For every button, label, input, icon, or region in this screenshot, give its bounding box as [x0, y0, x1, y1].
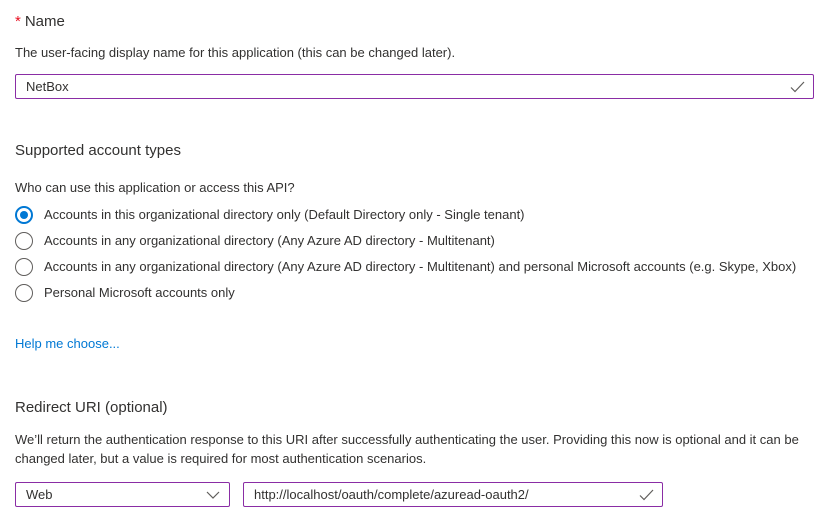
- radio-button-icon[interactable]: [15, 284, 33, 302]
- radio-button-icon[interactable]: [15, 258, 33, 276]
- name-description: The user-facing display name for this application (this can be changed later).: [15, 45, 456, 60]
- radio-personal-only[interactable]: [15, 284, 814, 302]
- help-me-choose-link[interactable]: Help me choose...: [15, 336, 120, 351]
- redirect-uri-input[interactable]: [243, 482, 663, 507]
- uri-input-wrap: [243, 482, 663, 507]
- name-input[interactable]: [15, 74, 814, 99]
- radio-label: Accounts in any organizational directory (Any Azure AD directory - Multitenant): [44, 233, 495, 248]
- chevron-down-icon: [206, 491, 220, 499]
- account-types-radio-group: [15, 206, 814, 302]
- name-section-title: [15, 12, 814, 32]
- radio-single-tenant[interactable]: [15, 206, 814, 224]
- radio-button-icon[interactable]: [15, 232, 33, 250]
- required-asterisk: *: [15, 13, 21, 30]
- radio-multitenant-personal[interactable]: [15, 258, 814, 276]
- redirect-uri-description: We’ll return the authentication response to this URI after successfully authenticating the user. Providing this now is optional and it can be changed later, but a value is required for most authentication scenarios.: [15, 432, 799, 466]
- radio-label: Personal Microsoft accounts only: [44, 285, 235, 300]
- radio-label: Accounts in any organizational directory (Any Azure AD directory - Multitenant) and personal Microsoft accounts (e.g. Skype, Xbox): [44, 259, 797, 274]
- name-input-wrap: [15, 74, 814, 99]
- account-types-question: Who can use this application or access this API?: [15, 180, 295, 195]
- account-types-title: Supported account types: [15, 142, 181, 159]
- radio-button-icon[interactable]: [15, 206, 33, 224]
- redirect-uri-row: [15, 482, 814, 507]
- name-section-title-text: Name: [24, 13, 65, 30]
- radio-label: Accounts in this organizational directory only (Default Directory only - Single tenant): [44, 207, 525, 222]
- redirect-uri-title: Redirect URI (optional): [15, 399, 168, 416]
- radio-multitenant[interactable]: [15, 232, 814, 250]
- platform-select[interactable]: [15, 482, 230, 507]
- platform-select-value: Web: [26, 487, 53, 502]
